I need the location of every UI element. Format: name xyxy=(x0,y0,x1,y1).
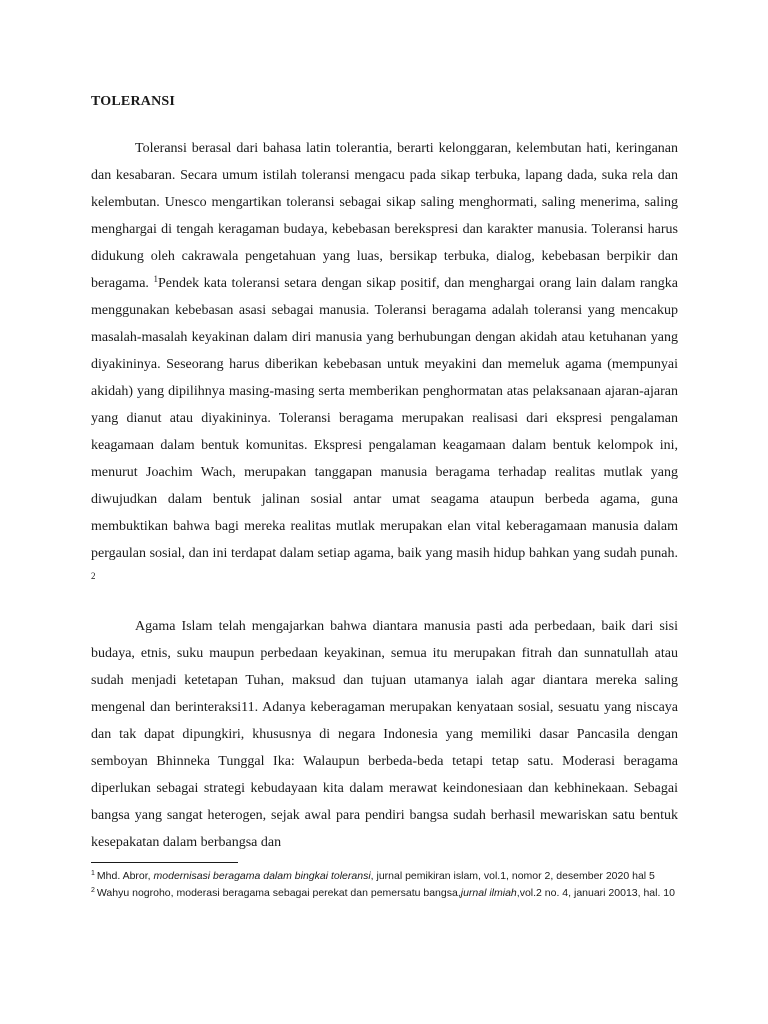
paragraph-1-part-b: Pendek kata toleransi setara dengan sikap positif, dan menghargai orang lain dalam rangka menggunakan kebebasan asasi sebagai manusia. Toleransi beragama adalah toleransi yang mencakup masalah-masalah keyakinan dalam diri manusia yang berhubungan dengan akidah atau ketuhanan yang diyakininya. Seseorang harus diberikan kebebasan untuk meyakini dan memeluk agama (mempunyai akidah) yang dipilihnya masing-masing serta memberikan penghormatan atas pelaksanaan ajaran-ajaran yang dianut atau diyakininya. Toleransi beragama merupakan realisasi dari ekspresi pengalaman keagamaan dalam bentuk komunitas. Ekspresi pengalaman keagamaan dalam bentuk kelompok ini, menurut Joachim Wach, merupakan tanggapan manusia beragama terhadap realitas mutlak yang diwujudkan dalam bentuk jalinan sosial antar umat seagama ataupun berbeda agama, guna membuktikan bahwa bagi mereka realitas mutlak merupakan elan vital keberagamaan manusia dalam pergaulan sosial, dan ini terdapat dalam setiap agama, baik yang masih hidup bahkan yang sudah punah. xyxy=(91,276,678,561)
footnote-1-text-after: , jurnal pemikiran islam, vol.1, nomor 2, desember 2020 hal 5 xyxy=(370,870,655,882)
footnote-2-text-after: ,vol.2 no. 4, januari 20013, hal. 10 xyxy=(516,887,675,899)
document-body xyxy=(91,93,678,856)
footnote-1-number: 1 xyxy=(91,870,95,877)
footnote-1-text-before: Mhd. Abror, xyxy=(96,870,154,882)
footnote-2-journal: jurnal ilmiah xyxy=(460,887,517,899)
heading: TOLERANSI xyxy=(91,94,176,109)
footnote-ref-2[interactable]: 2 xyxy=(91,571,96,581)
footnote-2-number: 2 xyxy=(91,887,95,894)
footnote-2 xyxy=(91,885,678,901)
footnote-ref-1[interactable]: 1 xyxy=(153,274,158,284)
paragraph-1 xyxy=(91,135,678,594)
paragraph-1-part-a: Toleransi berasal dari bahasa latin tolerantia, berarti kelonggaran, kelembutan hati, keringanan dan kesabaran. Secara umum istilah toleransi mengacu pada sikap terbuka, lapang dada, suka rela dan kelembutan. Unesco mengartikan toleransi sebagai sikap saling menghormati, saling menerima, saling menghargai di tengah keragaman budaya, kebebasan berekspresi dan karakter manusia. Toleransi harus didukung oleh cakrawala pengetahuan yang luas, bersikap terbuka, dialog, kebebasan berpikir dan beragama. xyxy=(91,141,678,291)
footnote-1 xyxy=(91,868,678,884)
paragraph-2: Agama Islam telah mengajarkan bahwa diantara manusia pasti ada perbedaan, baik dari sisi budaya, etnis, suku maupun perbedaan keyakinan, semua itu merupakan fitrah dan sunnatullah atau sudah menjadi ketetapan Tuhan, maksud dan tujuan utamanya ialah agar diantara mereka saling mengenal dan berinteraksi11. Adanya keberagaman merupakan kenyataan sosial, sesuatu yang niscaya dan tak dapat dipungkiri, khususnya di negara Indonesia yang memiliki dasar Pancasila dengan semboyan Bhinneka Tunggal Ika: Walaupun berbeda-beda tetapi tetap satu. Moderasi beragama diperlukan sebagai strategi kebudayaan kita dalam merawat keindonesiaan dan kebhinekaan. Sebagai bangsa yang sangat heterogen, sejak awal para pendiri bangsa sudah berhasil mewariskan satu bentuk kesepakatan dalam berbangsa dan xyxy=(91,619,678,850)
footnote-separator xyxy=(91,862,238,863)
footnote-1-title: modernisasi beragama dalam bingkai toleransi xyxy=(153,870,371,882)
footnote-2-text-before: Wahyu nogroho, moderasi beragama sebagai perekat dan pemersatu bangsa, xyxy=(96,887,461,899)
footnotes xyxy=(91,868,678,902)
